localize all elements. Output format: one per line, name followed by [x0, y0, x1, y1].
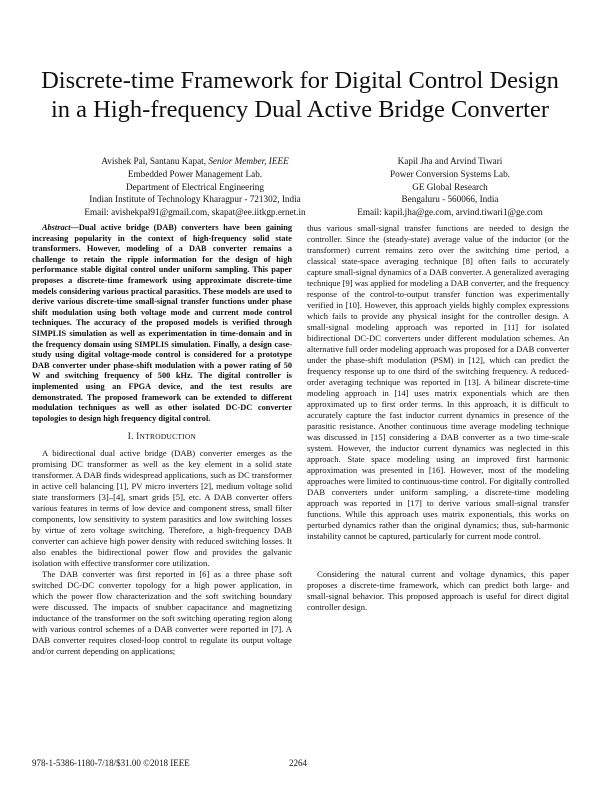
author-lab-left: Embedded Power Management Lab.: [127, 168, 263, 179]
intro-paragraph: The DAB converter was first reported in [6] as a three phase soft switched DC-DC converter topology for a high power application, in which the power flow characterization and the soft switching boundary were discussed. The impacts of snubber capacitance and magnetizing inductance of the transformer on the soft switching operating region along with various control schemes of a DAB converter were reported in [7]. A DAB converter requires closed-loop control to regulate its output voltage and/or current depending on applications;: [32, 569, 292, 657]
author-institute-left: Indian Institute of Technology Kharagpur - 721302, India: [89, 194, 301, 205]
author-block-left: [45, 155, 345, 219]
section-heading-introduction: I. INTRODUCTION: [127, 431, 197, 442]
author-department-left: Department of Electrical Engineering: [125, 181, 264, 192]
body-paragraph: thus various small-signal transfer functions are needed to design the controller. Since the (steady-state) average value of the inductor (or the transformer) current remains zero over the switching time period, a classical state-space averaging technique [8] often fails to accurately capture small-signal dynamics of a DAB converter. A generalized averaging technique [9] was applied for modeling a DAB converter, and the frequency response of the control-to-output transfer function was experimentally verified in [10]. However, this approach yields highly complex expressions which fails to provide any physical insight for the controller design. A small-signal modeling approach was reported in [11] for isolated bidirectional DC-DC converters under different modulation schemes. An alternative full order modeling approach was proposed for a DAB converter under the phase-shift modulation (PSM) in [12], which can predict the frequency response up to one third of the switching frequency. A reduced-order averaging technique was reported in [13]. A bilinear discrete-time modeling approach in [14] uses matrix exponentials which are then approximated up to first order terms. In this approach, it is difficult to accurately capture the fast inductor current dynamics in presence of the parasitic resistance. Another continuous time average modeling technique was discussed in [15] considering a DAB converter as a two time-scale system. However, the inductor current dynamics was neglected in this approach. State space modeling using an improved first harmonic approximation was presented in [16]. However, most of the modeling approaches were limited to continuous-time control. For digitally controlled DAB converters under uniform sampling, a discrete-time modeling approach was reported in [17] to derive various small-signal transfer functions. While this approach uses matrix exponentials, this works on perturbed dynamics rather than the original dynamics; thus, sub-harmonic instability cannot be captured, particularly for current mode control.: [307, 223, 569, 541]
author-names-left: Avishek Pal, Santanu Kapat, Senior Member, IEEE: [101, 156, 289, 166]
abstract: Abstract—Dual active bridge (DAB) converters have been gaining increasing popularity in the context of high-frequency solid state transformers. However, modeling of a DAB converter remains a challenge to retain the ripple information for the design of high performance stable digital control under uniform sampling. This paper proposes a discrete-time framework using approximate discrete-time models considering various practical parasitics. These models are used to derive various discrete-time small-signal transfer functions under phase shift modulation using both voltage mode and current mode control techniques. The accuracy of the proposed models is verified through SIMPLIS simulation as well as experimentation in time-domain and in the frequency domain using SIMPLIS simulation. Finally, a design case-study using digital voltage-mode control is considered for a prototype DAB converter under phase-shift modulation with a power rating of 50 W and switching frequency of 500 kHz. The digital controller is implemented using an FPGA device, and the test results are demonstrated. The proposed framework can be extended to different modulation techniques as well as other isolated DC-DC converter topologies to design high frequency digital control.: [32, 223, 292, 423]
paper-title: Discrete-time Framework for Digital Control Design in a High-frequency Dual Active Bridge Converter: [41, 67, 559, 123]
author-block-right: [330, 155, 570, 219]
author-city-right: Bengaluru - 560066, India: [401, 194, 499, 205]
author-org-right: GE Global Research: [412, 181, 488, 192]
left-column: [32, 223, 292, 657]
author-lab-right: Power Conversion Systems Lab.: [390, 168, 510, 179]
author-names-right: Kapil Jha and Arvind Tiwari: [397, 156, 503, 166]
intro-paragraph: A bidirectional dual active bridge (DAB) converter emerges as the promising DC transformer as well as the key element in a solid state transformer. A DAB finds widespread applications, such as DC transformer in active cell balancing [1], PV micro inverters [2], medium voltage solid state transformers [3]–[4], smart grids [5], etc. A DAB converter offers various features in terms of low device and component stress, small filter components, low sensitivity to system parasitics and low switching losses by virtue of zero voltage switching. Therefore, a high-frequency DAB converter can achieve high power density with reduced switching losses. It also enables the bidirectional power flow and provides the galvanic isolation with effective transformer core utilization.: [32, 448, 292, 569]
author-email-right: Email: kapil.jha@ge.com, arvind.tiwari1@ge.com: [357, 207, 543, 218]
right-column: [307, 223, 569, 613]
footer-isbn: 978-1-5386-1180-7/18/$31.00 ©2018 IEEE: [32, 758, 190, 768]
body-paragraph: Considering the natural current and voltage dynamics, this paper proposes a discrete-time framework, which can predict both large- and small-signal behavior. This proposed approach is useful for direct digital controller design.: [307, 569, 569, 612]
page-number: 2264: [289, 758, 307, 768]
author-email-left: Email: avishekpal91@gmail.com, skapat@ee.iitkgp.ernet.in: [84, 207, 306, 218]
